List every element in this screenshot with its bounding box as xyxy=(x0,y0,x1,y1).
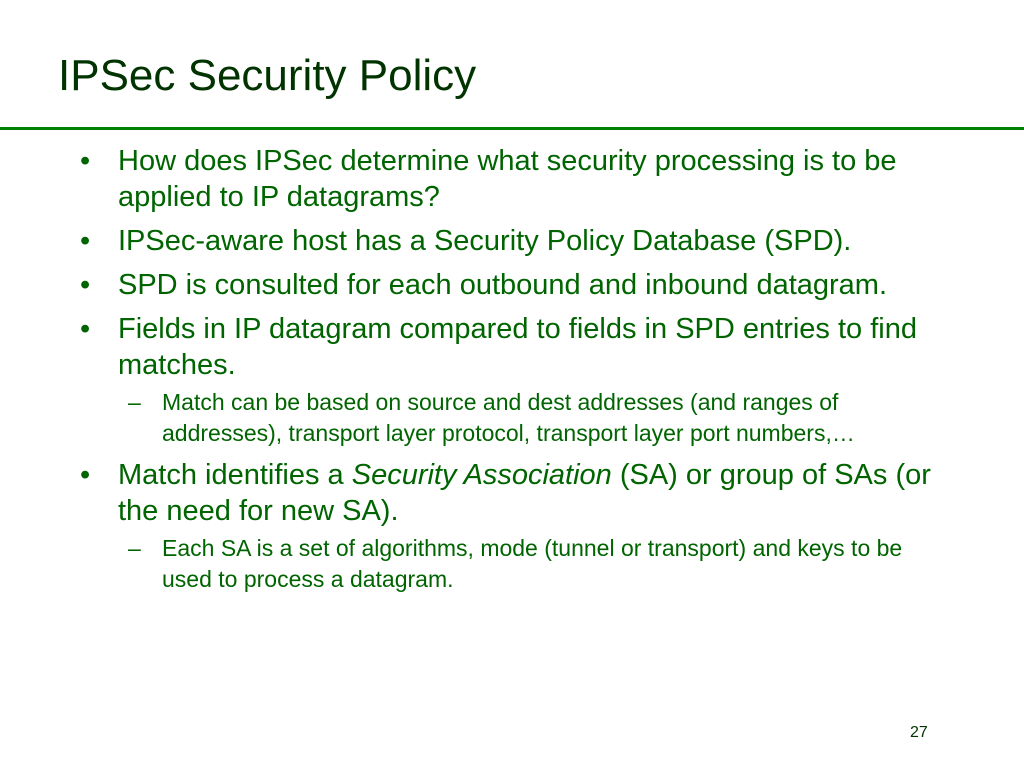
sub-bullet-text: Each SA is a set of algorithms, mode (tunnel or transport) and keys to be used to process a datagram. xyxy=(162,535,903,592)
sub-bullet-item xyxy=(0,533,937,595)
bullet-marker: • xyxy=(80,269,91,301)
slide-number: 27 xyxy=(910,724,928,741)
sub-bullet-marker: – xyxy=(128,389,141,415)
bullet-text-before: Match identifies a xyxy=(118,459,352,491)
bullet-item xyxy=(0,223,958,259)
bullet-text: Fields in IP datagram compared to fields in SPD entries to find matches. xyxy=(118,313,917,381)
bullet-marker: • xyxy=(80,459,91,491)
bullet-marker: • xyxy=(80,145,91,177)
bullet-text-italic: Security Association xyxy=(351,459,612,491)
sub-bullet-text: Match can be based on source and dest addresses (and ranges of addresses), transport layer protocol, transport layer port numbers,… xyxy=(162,389,855,446)
bullet-item xyxy=(0,143,958,215)
sub-bullet-item xyxy=(0,387,937,449)
bullet-text: IPSec-aware host has a Security Policy Database (SPD). xyxy=(118,225,852,257)
bullet-text: How does IPSec determine what security processing is to be applied to IP datagrams? xyxy=(118,145,897,213)
sub-bullet-marker: – xyxy=(128,535,141,561)
bullet-list xyxy=(0,143,1024,603)
bullet-item xyxy=(0,457,958,529)
bullet-text: SPD is consulted for each outbound and inbound datagram. xyxy=(118,269,888,301)
bullet-marker: • xyxy=(80,313,91,345)
slide-title: IPSec Security Policy xyxy=(58,51,477,100)
bullet-text-after: (SA) or group of SAs (or the need for new SA). xyxy=(118,459,931,527)
bullet-item xyxy=(0,267,958,303)
bullet-item xyxy=(0,311,958,383)
title-divider xyxy=(0,127,1024,130)
bullet-marker: • xyxy=(80,225,91,257)
